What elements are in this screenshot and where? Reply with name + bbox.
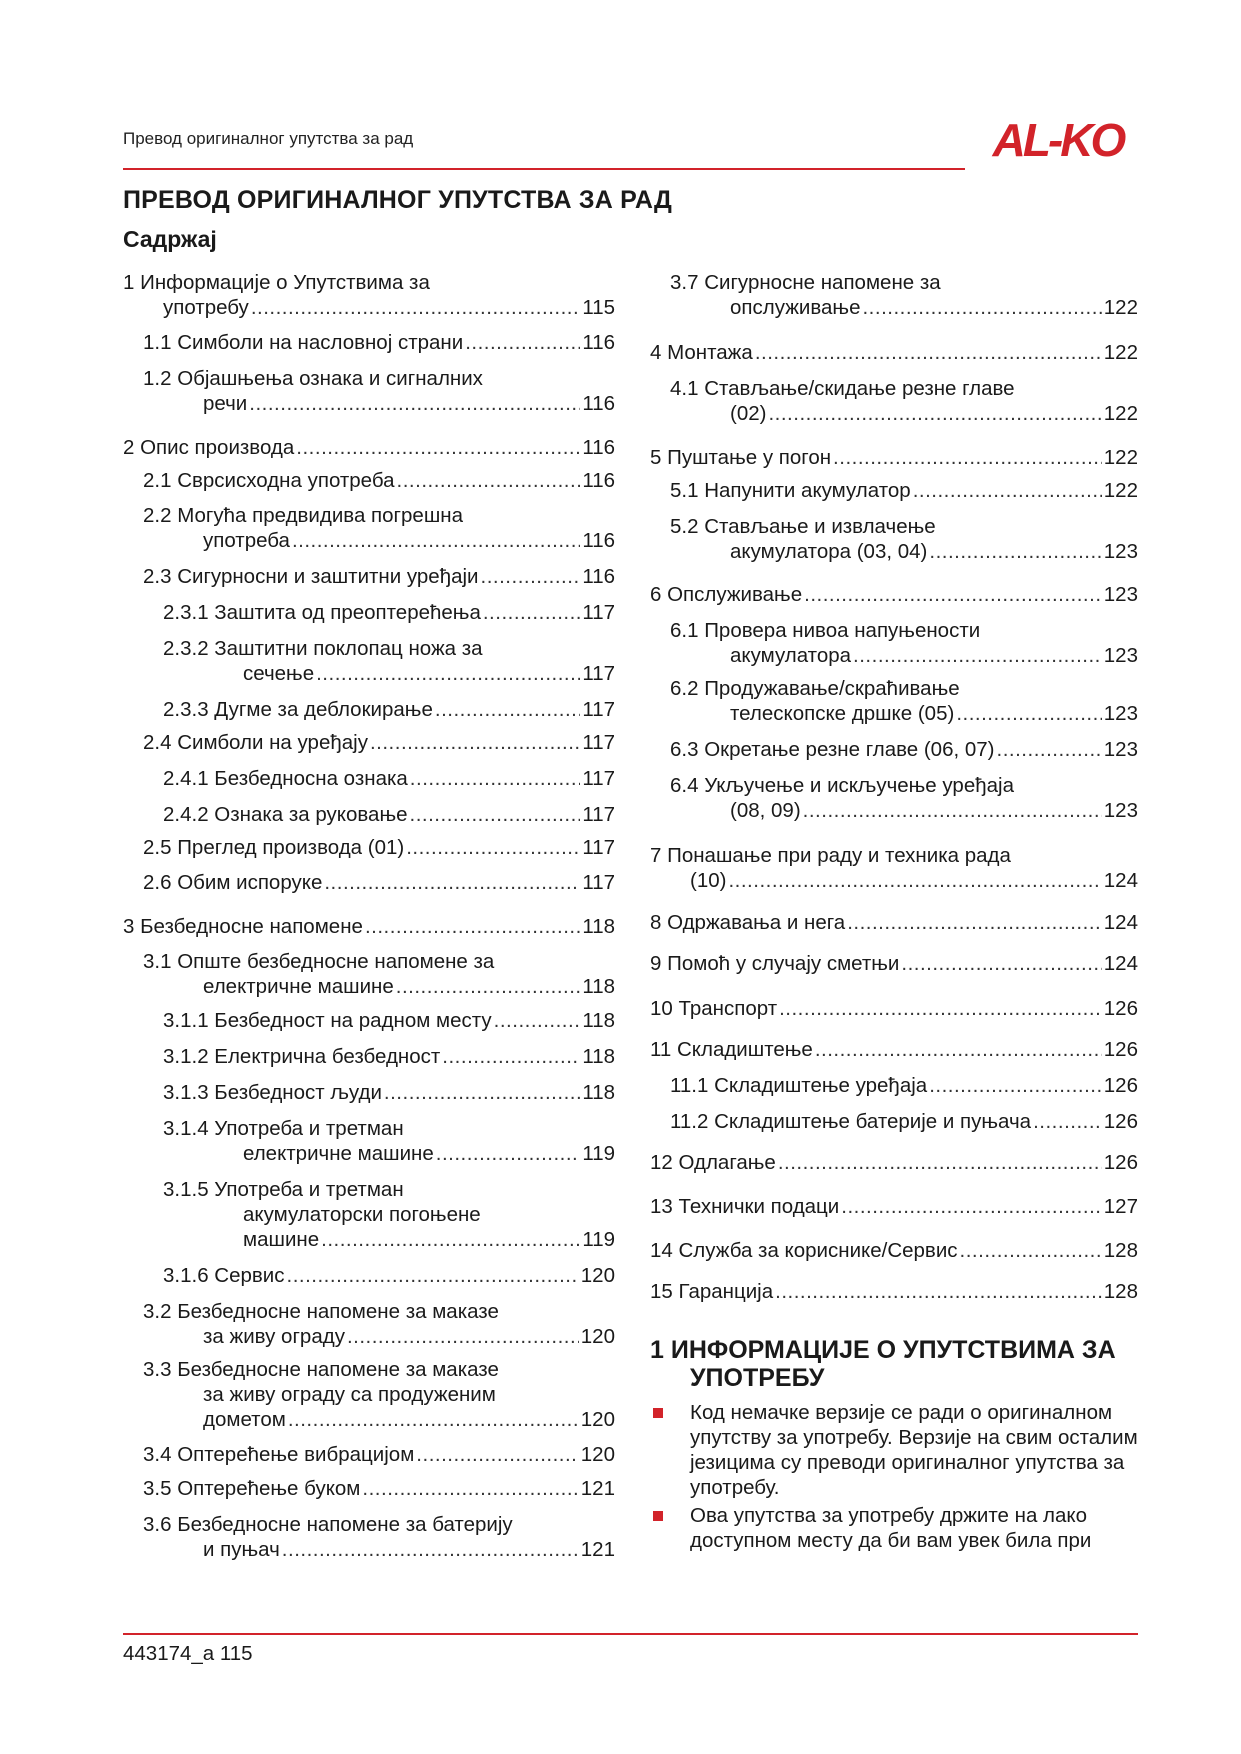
dot-leader <box>862 295 1101 320</box>
toc-page-number: 118 <box>582 975 615 998</box>
toc-entry-text: 6 Опслуживање <box>650 583 803 606</box>
toc-entry-text: 7 Понашање при раду и техника рада <box>650 844 1011 867</box>
toc-page-number: 117 <box>582 601 615 624</box>
toc-page-number: 118 <box>582 1045 615 1068</box>
toc-entry[interactable] <box>123 766 615 791</box>
toc-entry[interactable] <box>123 1299 615 1349</box>
toc-page-number: 122 <box>1103 296 1138 319</box>
dot-leader <box>362 1476 578 1501</box>
toc-entry[interactable] <box>650 582 1138 607</box>
header-rule <box>123 168 965 170</box>
dot-leader <box>365 914 580 939</box>
toc-entry-text: 6.1 Провера нивоа напуњености <box>670 619 981 642</box>
dot-leader <box>853 643 1102 668</box>
section-heading-line: 1 ИНФОРМАЦИЈЕ О УПУТСТВИМА ЗА <box>650 1336 1116 1364</box>
dot-leader <box>775 1279 1102 1304</box>
dot-leader <box>847 910 1102 935</box>
dot-leader <box>292 528 580 553</box>
toc-entry-text: 2.5 Преглед производа (01) <box>143 836 405 859</box>
dot-leader <box>435 697 580 722</box>
toc-entry-text: сечење <box>243 662 315 685</box>
toc-page-number: 120 <box>580 1408 615 1431</box>
toc-entry-text: и пуњач <box>203 1538 280 1561</box>
toc-entry[interactable] <box>650 1194 1138 1219</box>
toc-entry-text: 2.6 Обим испоруке <box>143 871 323 894</box>
toc-entry[interactable] <box>650 676 1138 726</box>
toc-entry[interactable] <box>123 914 615 939</box>
dot-leader <box>296 435 580 460</box>
toc-entry[interactable] <box>123 366 615 416</box>
toc-entry-text: 15 Гаранција <box>650 1280 774 1303</box>
dot-leader <box>442 1044 580 1069</box>
toc-page-number: 124 <box>1103 911 1138 934</box>
contents-heading: Садржај <box>123 226 217 252</box>
toc-entry[interactable] <box>123 1044 615 1069</box>
toc-page-number: 118 <box>582 1009 615 1032</box>
dot-leader <box>436 1141 581 1166</box>
toc-page-number: 124 <box>1103 952 1138 975</box>
toc-entry[interactable] <box>123 730 615 755</box>
toc-entry[interactable] <box>650 618 1138 668</box>
toc-entry-text: 5.1 Напунити акумулатор <box>670 479 911 502</box>
toc-entry[interactable] <box>123 1476 615 1501</box>
toc-entry[interactable] <box>123 1008 615 1033</box>
dot-leader <box>384 1080 580 1105</box>
toc-entry[interactable] <box>123 1357 615 1432</box>
toc-page-number: 117 <box>582 731 615 754</box>
toc-entry-text: 3.1.5 Употреба и третман <box>163 1178 404 1201</box>
dot-leader <box>287 1263 579 1288</box>
toc-entry[interactable] <box>123 1177 615 1252</box>
toc-entry-text: употреба <box>203 529 290 552</box>
toc-page-number: 117 <box>582 698 615 721</box>
toc-entry-text: електричне машине <box>203 975 394 998</box>
toc-entry[interactable] <box>123 636 615 686</box>
toc-page-number: 123 <box>1103 738 1138 761</box>
toc-entry[interactable] <box>123 949 615 999</box>
toc-page-number: 116 <box>582 331 615 354</box>
section-1-heading <box>650 1336 1138 1392</box>
toc-entry-text: 3.4 Оптерећење вибрацијом <box>143 1443 415 1466</box>
toc-entry-text: електричне машине <box>243 1142 434 1165</box>
bullet-item <box>650 1400 1138 1500</box>
toc-entry-text: 11.1 Складиштење уређаја <box>670 1074 928 1097</box>
toc-page-number: 126 <box>1103 1038 1138 1061</box>
toc-entry[interactable] <box>123 1080 615 1105</box>
toc-entry-text: 9 Помоћ у случају сметњи <box>650 952 900 975</box>
toc-entry[interactable] <box>123 802 615 827</box>
dot-leader <box>833 445 1102 470</box>
dot-leader <box>778 1150 1102 1175</box>
toc-entry[interactable] <box>650 1109 1138 1134</box>
toc-page-number: 120 <box>580 1443 615 1466</box>
toc-page-number: 127 <box>1103 1195 1138 1218</box>
toc-entry[interactable] <box>123 870 615 895</box>
toc-page-number: 123 <box>1103 702 1138 725</box>
toc-entry-text: 14 Служба за кориснике/Сервис <box>650 1239 958 1262</box>
dot-leader <box>410 802 581 827</box>
bullet-square-icon <box>653 1511 663 1521</box>
toc-page-number: 117 <box>582 836 615 859</box>
toc-entry-text: 3.1.3 Безбедност људи <box>163 1081 382 1104</box>
toc-entry-text: акумулатора (03, 04) <box>730 540 928 563</box>
toc-entry-text: дометом <box>203 1408 286 1431</box>
toc-entry[interactable] <box>123 270 615 320</box>
footer-rule <box>123 1633 1138 1635</box>
toc-entry-text: 2.1 Сврсисходна употреба <box>143 469 395 492</box>
toc-page-number: 116 <box>582 392 615 415</box>
toc-page-number: 128 <box>1103 1239 1138 1262</box>
bullet-text: Ова упутства за употребу држите на лако доступном месту да би вам увек била при <box>690 1504 1092 1552</box>
toc-entry[interactable] <box>123 1263 615 1288</box>
toc-entry[interactable] <box>123 697 615 722</box>
dot-leader <box>901 951 1101 976</box>
toc-entry-text: 1 Информације о Упутствима за <box>123 271 430 294</box>
bullet-text: Код немачке верзије се ради о оригиналном упутству за употребу. Верзије на свим осталим језицима су преводи оригиналног упутства за употребу. <box>690 1401 1138 1499</box>
alko-logo <box>978 112 1138 166</box>
toc-entry-text: речи <box>203 392 248 415</box>
toc-page-number: 117 <box>582 871 615 894</box>
dot-leader <box>960 1238 1102 1263</box>
dot-leader <box>815 1037 1102 1062</box>
toc-entry-text: 1.1 Симболи на насловној страни <box>143 331 464 354</box>
toc-entry[interactable] <box>123 330 615 355</box>
toc-entry-text: за живу ограду <box>203 1325 345 1348</box>
toc-entry-text: 2.4 Симболи на уређају <box>143 731 368 754</box>
toc-page-number: 122 <box>1103 446 1138 469</box>
toc-entry-text: 2.3.2 Заштитни поклопац ножа за <box>163 637 483 660</box>
dot-leader <box>397 468 581 493</box>
dot-leader <box>1033 1109 1102 1134</box>
svg-text:AL-KO: AL-KO <box>992 114 1124 166</box>
page-footer: 443174_a 115 <box>123 1642 253 1665</box>
toc-page-number: 122 <box>1103 479 1138 502</box>
toc-page-number: 115 <box>582 296 615 319</box>
dot-leader <box>416 1442 578 1467</box>
toc-page-number: 116 <box>582 565 615 588</box>
dot-leader <box>316 661 580 686</box>
toc-page-number: 116 <box>582 469 615 492</box>
toc-entry-text: 13 Технички подаци <box>650 1195 840 1218</box>
toc-page-number: 121 <box>580 1538 615 1561</box>
toc-entry[interactable] <box>650 1037 1138 1062</box>
toc-entry[interactable] <box>650 270 1138 320</box>
toc-entry-text: 5.2 Стављање и извлачење <box>670 515 936 538</box>
toc-entry-text: (08, 09) <box>730 799 801 822</box>
toc-entry-text: акумулаторски погоњене <box>243 1203 481 1226</box>
dot-leader <box>396 974 581 999</box>
toc-entry[interactable] <box>650 340 1138 365</box>
toc-page-number: 119 <box>582 1142 615 1165</box>
toc-entry-text: 2.2 Могућа предвидива погрешна <box>143 504 464 527</box>
toc-entry[interactable] <box>650 996 1138 1021</box>
toc-entry[interactable] <box>123 564 615 589</box>
toc-page-number: 123 <box>1103 644 1138 667</box>
toc-entry[interactable] <box>650 910 1138 935</box>
toc-entry[interactable] <box>650 951 1138 976</box>
toc-entry-text: опслуживање <box>730 296 861 319</box>
toc-entry[interactable] <box>650 1150 1138 1175</box>
dot-leader <box>288 1407 579 1432</box>
toc-entry-text: 2 Опис производа <box>123 436 295 459</box>
toc-entry[interactable] <box>123 1116 615 1166</box>
dot-leader <box>929 1073 1102 1098</box>
dot-leader <box>410 766 581 791</box>
toc-page-number: 123 <box>1103 540 1138 563</box>
toc-page-number: 128 <box>1103 1280 1138 1303</box>
dot-leader <box>251 295 581 320</box>
toc-entry-text: 3.1.6 Сервис <box>163 1264 285 1287</box>
toc-entry-text: 3.5 Оптерећење буком <box>143 1477 361 1500</box>
toc-entry-text: 8 Одржавања и нега <box>650 911 846 934</box>
toc-entry-text: 6.2 Продужавање/скраћивање <box>670 677 960 700</box>
toc-entry[interactable] <box>650 773 1138 823</box>
toc-entry-text: 11.2 Складиштење батерије и пуњача <box>670 1110 1032 1133</box>
toc-entry-text: 5 Пуштање у погон <box>650 446 832 469</box>
dot-leader <box>282 1537 579 1562</box>
toc-entry-text: 2.3.3 Дугме за деблокирање <box>163 698 433 721</box>
toc-entry[interactable] <box>650 737 1138 762</box>
toc-entry-text: 2.4.1 Безбедносна ознака <box>163 767 408 790</box>
toc-page-number: 126 <box>1103 1110 1138 1133</box>
toc-entry-text: 6.3 Окретање резне главе (06, 07) <box>670 738 995 761</box>
toc-entry-text: 3.1.2 Електрична безбедност <box>163 1045 441 1068</box>
dot-leader <box>347 1324 579 1349</box>
dot-leader <box>406 835 580 860</box>
toc-entry-text: 12 Одлагање <box>650 1151 776 1174</box>
toc-entry[interactable] <box>123 600 615 625</box>
toc-page-number: 118 <box>582 915 615 938</box>
toc-entry-text: телескопске дршке (05) <box>730 702 955 725</box>
toc-entry-text: употребу <box>163 296 249 319</box>
toc-entry-text: 3.1.4 Употреба и третман <box>163 1117 404 1140</box>
dot-leader <box>249 391 580 416</box>
toc-entry-text: 1.2 Објашњења ознака и сигналних <box>143 367 483 390</box>
toc-entry[interactable] <box>650 1279 1138 1304</box>
dot-leader <box>755 340 1102 365</box>
toc-entry-text: 3.6 Безбедносне напомене за батерију <box>143 1513 513 1536</box>
section-1-bullets <box>650 1400 1138 1556</box>
running-header: Превод оригиналног упутства за рад <box>123 129 414 148</box>
dot-leader <box>481 564 581 589</box>
toc-entry-text: 2.3 Сигурносни и заштитни уређаји <box>143 565 479 588</box>
toc-entry-text: 3.1 Опште безбедносне напомене за <box>143 950 495 973</box>
toc-entry[interactable] <box>650 843 1138 893</box>
toc-entry[interactable] <box>650 514 1138 564</box>
toc-entry-text: 4 Монтажа <box>650 341 753 364</box>
dot-leader <box>768 401 1101 426</box>
toc-page-number: 120 <box>580 1325 615 1348</box>
toc-page-number: 117 <box>582 803 615 826</box>
toc-page-number: 122 <box>1103 341 1138 364</box>
dot-leader <box>321 1227 580 1252</box>
toc-entry[interactable] <box>650 376 1138 426</box>
toc-entry-text: 3.1.1 Безбедност на радном месту <box>163 1009 492 1032</box>
toc-page-number: 116 <box>582 436 615 459</box>
toc-page-number: 119 <box>582 1228 615 1251</box>
dot-leader <box>841 1194 1102 1219</box>
dot-leader <box>997 737 1102 762</box>
toc-entry[interactable] <box>650 478 1138 503</box>
toc-entry-text: за живу ограду са продуженим <box>203 1383 496 1406</box>
document-title: ПРЕВОД ОРИГИНАЛНОГ УПУТСТВА ЗА РАД <box>123 186 673 214</box>
toc-page-number: 117 <box>582 662 615 685</box>
toc-entry-text: 3.2 Безбедносне напомене за маказе <box>143 1300 499 1323</box>
toc-entry-text: 3 Безбедносне напомене <box>123 915 363 938</box>
toc-entry[interactable] <box>650 1238 1138 1263</box>
toc-page-number: 124 <box>1103 869 1138 892</box>
toc-page-number: 118 <box>582 1081 615 1104</box>
dot-leader <box>494 1008 581 1033</box>
toc-entry-text: (10) <box>690 869 727 892</box>
toc-entry-text: 3.3 Безбедносне напомене за маказе <box>143 1358 499 1381</box>
toc-page-number: 126 <box>1103 1074 1138 1097</box>
toc-page-number: 116 <box>582 529 615 552</box>
dot-leader <box>956 701 1101 726</box>
toc-entry[interactable] <box>650 445 1138 470</box>
dot-leader <box>804 582 1102 607</box>
toc-page-number: 120 <box>580 1264 615 1287</box>
toc-entry-text: 3.7 Сигурносне напомене за <box>670 271 941 294</box>
toc-entry[interactable] <box>123 1442 615 1467</box>
dot-leader <box>465 330 580 355</box>
toc-entry[interactable] <box>123 835 615 860</box>
toc-entry-text: (02) <box>730 402 767 425</box>
toc-page-number: 123 <box>1103 583 1138 606</box>
toc-page-number: 122 <box>1103 402 1138 425</box>
toc-page-number: 123 <box>1103 799 1138 822</box>
toc-page-number: 121 <box>580 1477 615 1500</box>
bullet-square-icon <box>653 1408 663 1418</box>
toc-entry-text: 10 Транспорт <box>650 997 778 1020</box>
toc-entry[interactable] <box>123 468 615 493</box>
dot-leader <box>913 478 1102 503</box>
toc-entry-text: 2.3.1 Заштита од преоптерећења <box>163 601 481 624</box>
toc-entry[interactable] <box>123 503 615 553</box>
dot-leader <box>779 996 1102 1021</box>
toc-entry-text: 6.4 Укључење и искључење уређаја <box>670 774 1014 797</box>
dot-leader <box>728 868 1101 893</box>
toc-entry-text: 2.4.2 Ознака за руковање <box>163 803 408 826</box>
toc-entry-text: акумулатора <box>730 644 852 667</box>
section-heading-line: УПОТРЕБУ <box>690 1364 825 1392</box>
toc-entry[interactable] <box>123 435 615 460</box>
toc-page-number: 126 <box>1103 1151 1138 1174</box>
dot-leader <box>324 870 580 895</box>
dot-leader <box>370 730 580 755</box>
bullet-item <box>650 1503 1138 1553</box>
toc-page-number: 117 <box>582 767 615 790</box>
toc-entry-text: машине <box>243 1228 320 1251</box>
toc-entry[interactable] <box>123 1512 615 1562</box>
toc-page-number: 126 <box>1103 997 1138 1020</box>
dot-leader <box>929 539 1101 564</box>
toc-entry-text: 4.1 Стављање/скидање резне главе <box>670 377 1015 400</box>
dot-leader <box>483 600 580 625</box>
dot-leader <box>803 798 1102 823</box>
toc-entry[interactable] <box>650 1073 1138 1098</box>
toc-entry-text: 11 Складиштење <box>650 1038 813 1061</box>
